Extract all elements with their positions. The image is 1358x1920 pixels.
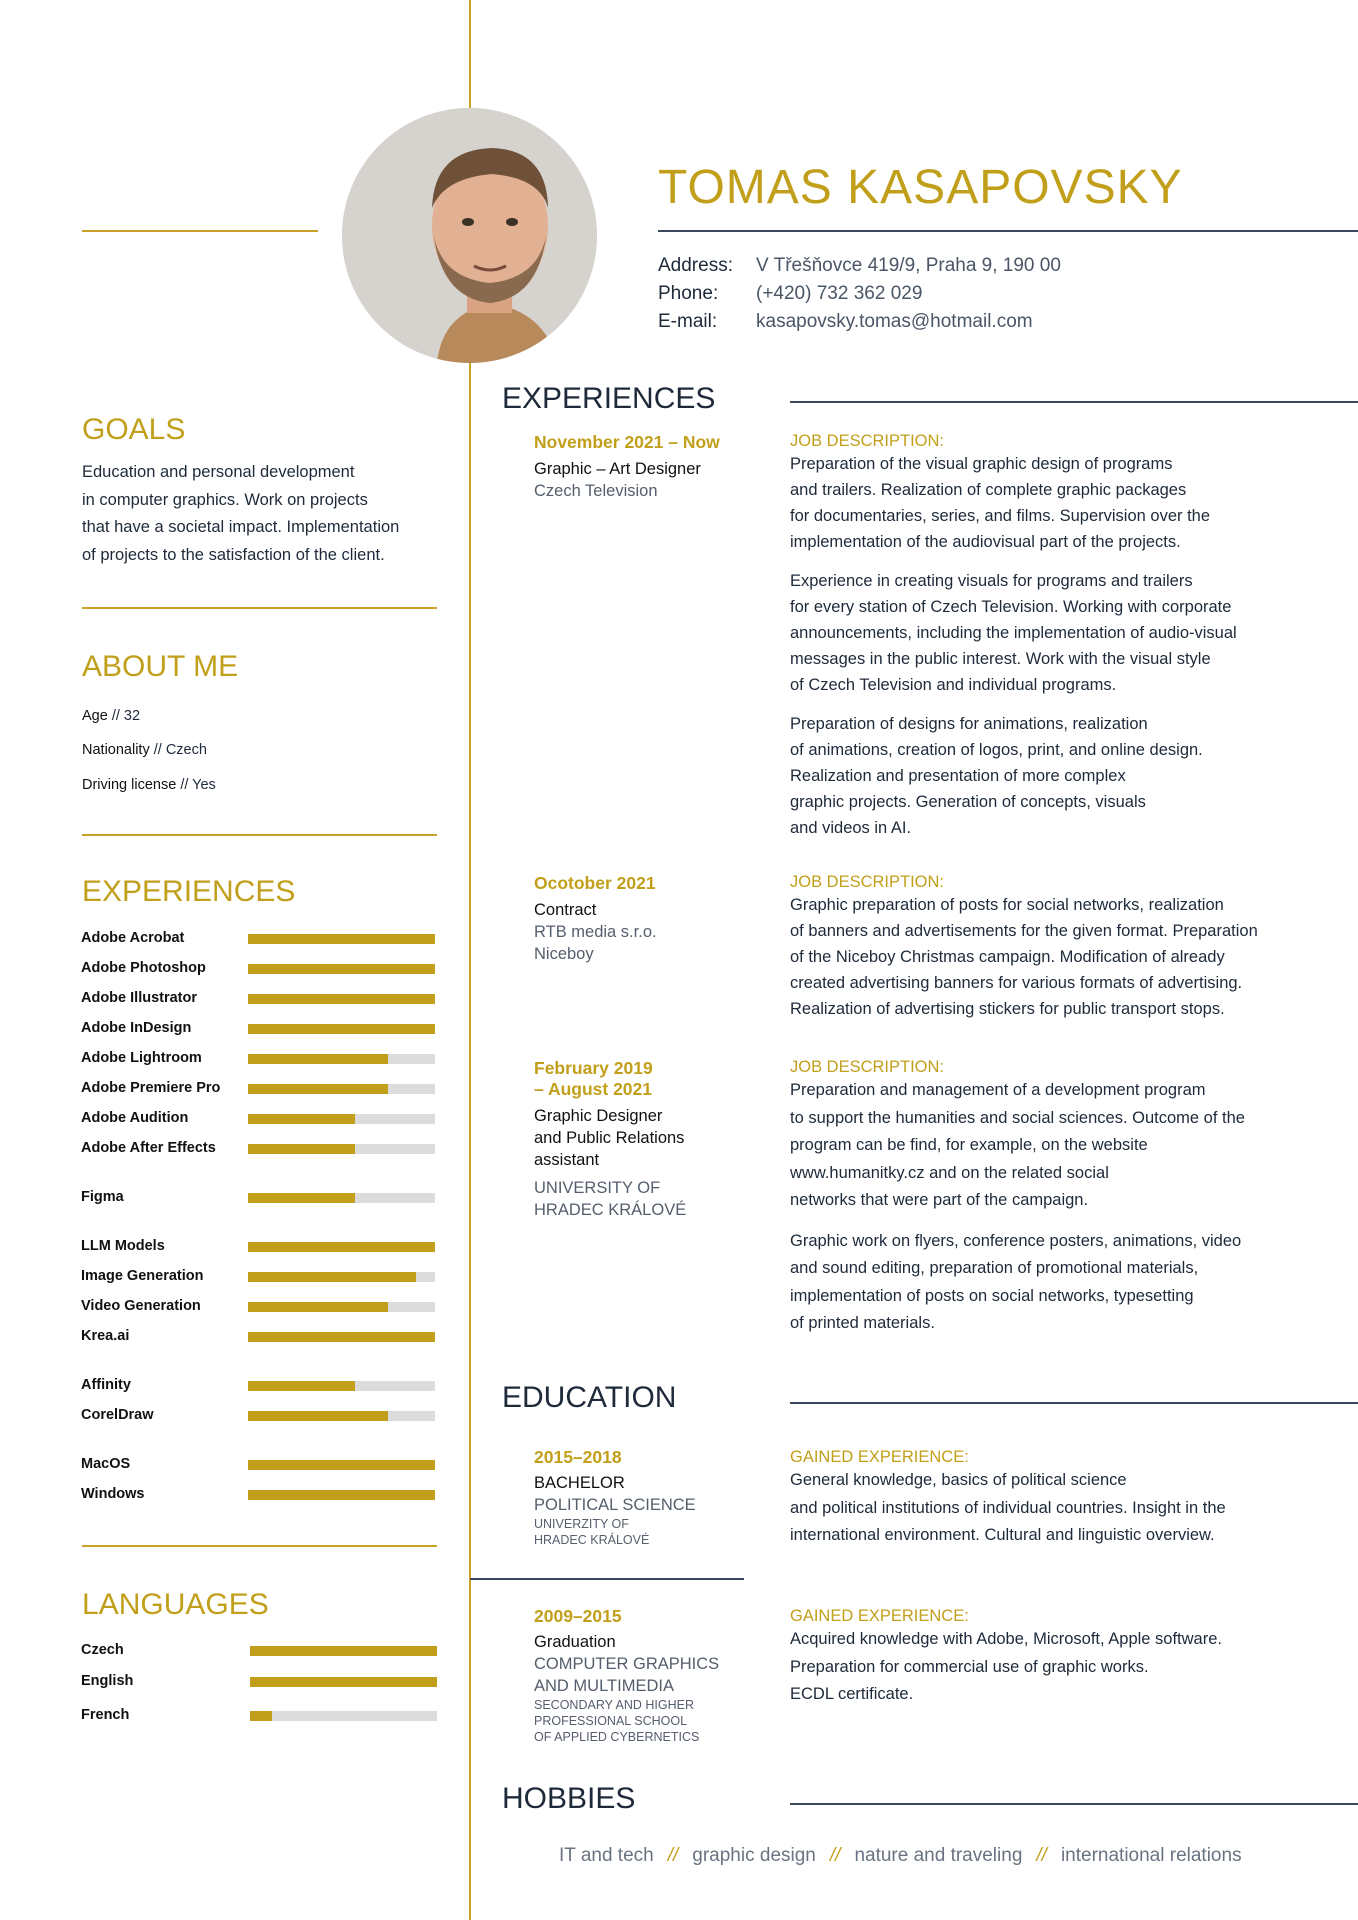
education-2-description xyxy=(790,1607,1340,1709)
job-1-description xyxy=(790,432,1330,841)
section-rule xyxy=(790,1402,1358,1404)
text-line: announcements, including the implementation of audio-visual xyxy=(790,624,1237,642)
header-left-rule xyxy=(82,230,318,232)
text-line: for every station of Czech Television. Working with corporate xyxy=(790,598,1232,616)
education-divider xyxy=(470,1578,744,1580)
text-line: Preparation and management of a development program xyxy=(790,1081,1206,1099)
skill-level-bar xyxy=(248,1411,435,1421)
education-school: SECONDARY AND HIGHER xyxy=(534,1698,694,1712)
candidate-name: TOMAS KASAPOVSKY xyxy=(658,161,1183,214)
text-line: Graphic preparation of posts for social networks, realization xyxy=(790,896,1224,914)
text-line: of printed materials. xyxy=(790,1314,935,1332)
goals-line: of projects to the satisfaction of the client. xyxy=(82,545,385,564)
skill-level-fill xyxy=(248,1302,388,1312)
languages-title: LANGUAGES xyxy=(82,1588,269,1621)
about-title: ABOUT ME xyxy=(82,650,239,683)
job-description-label: JOB DESCRIPTION: xyxy=(790,432,945,450)
contact-block xyxy=(658,252,1061,336)
job-3-meta xyxy=(534,1058,686,1221)
job-3-description xyxy=(790,1058,1340,1338)
hobbies-title: HOBBIES xyxy=(502,1782,636,1815)
skill-label: Adobe Lightroom xyxy=(81,1050,202,1066)
skill-label: Adobe Illustrator xyxy=(81,990,198,1006)
skill-level-bar xyxy=(248,1381,435,1391)
text-line: to support the humanities and social sciences. Outcome of the xyxy=(790,1108,1245,1127)
skill-level-fill xyxy=(248,1381,355,1391)
education-school: UNIVERZITY OF xyxy=(534,1517,629,1531)
skill-level-bar xyxy=(248,1054,435,1064)
education-date: 2015–2018 xyxy=(534,1447,622,1467)
about-value: // 32 xyxy=(111,708,141,724)
text-line: and trailers. Realization of complete graphic packages xyxy=(790,481,1187,499)
language-level-bar xyxy=(250,1711,437,1721)
goals-line: Education and personal development xyxy=(82,463,355,481)
text-line: Realization and presentation of more complex xyxy=(790,767,1126,785)
job-org: Niceboy xyxy=(534,945,594,963)
skill-level-fill xyxy=(248,1242,435,1252)
job-role: and Public Relations xyxy=(534,1129,685,1147)
about-label: Driving license xyxy=(82,777,177,793)
contact-address xyxy=(658,252,1061,280)
portrait-image xyxy=(342,108,597,363)
education-degree: BACHELOR xyxy=(534,1474,625,1492)
job-paragraph xyxy=(790,1077,1340,1215)
skill-label: Figma xyxy=(81,1189,124,1205)
education-date: 2009–2015 xyxy=(534,1606,622,1626)
skill-label: Adobe Audition xyxy=(81,1110,189,1126)
job-date: February 2019 xyxy=(534,1058,653,1078)
skill-level-bar xyxy=(248,1272,435,1282)
about-value: // Czech xyxy=(153,742,207,758)
text-line: Realization of advertising stickers for public transport stops. xyxy=(790,1000,1225,1018)
skill-label: LLM Models xyxy=(81,1238,165,1254)
skill-level-fill xyxy=(248,1193,355,1203)
job-role: Graphic – Art Designer xyxy=(534,460,701,478)
hobby-item: international relations xyxy=(1060,1845,1242,1866)
skill-level-fill xyxy=(248,1411,388,1421)
skill-level-bar xyxy=(248,1242,435,1252)
skill-label: Adobe Premiere Pro xyxy=(81,1080,221,1096)
gained-experience-label: GAINED EXPERIENCE: xyxy=(790,1448,969,1466)
education-field: COMPUTER GRAPHICS xyxy=(534,1655,720,1673)
education-school: OF APPLIED CYBERNETICS xyxy=(534,1730,700,1744)
text-line: Experience in creating visuals for programs and trailers xyxy=(790,572,1193,590)
skill-label: Affinity xyxy=(81,1377,131,1393)
education-1-description xyxy=(790,1448,1340,1550)
skill-label: Windows xyxy=(81,1486,145,1502)
contact-phone xyxy=(658,280,1061,308)
text-line: and videos in AI. xyxy=(790,819,912,837)
job-1-meta xyxy=(534,432,720,502)
skill-level-fill xyxy=(248,1460,435,1470)
language-level-bar xyxy=(250,1677,437,1687)
text-line: for documentaries, series, and films. Supervision over the xyxy=(790,507,1211,525)
text-line: General knowledge, basics of political science xyxy=(790,1471,1127,1489)
hobby-item: graphic design xyxy=(692,1845,816,1866)
section-rule xyxy=(82,607,437,609)
skill-level-bar xyxy=(248,1024,435,1034)
job-description-label: JOB DESCRIPTION: xyxy=(790,1058,945,1076)
job-role: Contract xyxy=(534,901,597,919)
education-field: POLITICAL SCIENCE xyxy=(534,1496,696,1514)
skill-level-bar xyxy=(248,934,435,944)
job-date: – August 2021 xyxy=(534,1079,653,1099)
skill-label: MacOS xyxy=(81,1456,131,1472)
header-right-rule xyxy=(658,230,1358,232)
job-2-description xyxy=(790,873,1350,1022)
text-line: Preparation of designs for animations, realization xyxy=(790,715,1148,733)
job-paragraph xyxy=(790,1228,1340,1338)
skill-level-fill xyxy=(248,1114,355,1124)
skill-level-bar xyxy=(248,1114,435,1124)
section-rule xyxy=(82,834,437,836)
job-paragraph xyxy=(790,892,1350,1022)
skill-level-fill xyxy=(248,1332,435,1342)
job-org: HRADEC KRÁLOVÉ xyxy=(534,1201,687,1219)
language-level-fill xyxy=(250,1711,272,1721)
education-degree: Graduation xyxy=(534,1633,616,1651)
about-nationality xyxy=(82,742,207,758)
education-field: AND MULTIMEDIA xyxy=(534,1677,674,1695)
language-level-fill xyxy=(250,1677,437,1687)
avatar xyxy=(342,108,597,363)
skill-level-fill xyxy=(248,994,435,1004)
job-description-label: JOB DESCRIPTION: xyxy=(790,873,945,891)
section-rule xyxy=(82,1545,437,1547)
text-line: networks that were part of the campaign. xyxy=(790,1191,1089,1209)
section-rule xyxy=(790,1803,1358,1805)
skill-label: Image Generation xyxy=(81,1268,204,1284)
job-role: assistant xyxy=(534,1151,600,1169)
contact-label: Address: xyxy=(658,255,733,276)
skill-level-bar xyxy=(248,1084,435,1094)
goals-line: in computer graphics. Work on projects xyxy=(82,490,368,509)
language-label: French xyxy=(81,1707,130,1723)
experiences-title: EXPERIENCES xyxy=(502,382,716,415)
section-rule xyxy=(790,401,1358,403)
language-label: Czech xyxy=(81,1642,124,1658)
text-line: implementation of posts on social networks, typesetting xyxy=(790,1286,1194,1305)
text-line: and political institutions of individual countries. Insight in the xyxy=(790,1498,1226,1517)
goals-line: that have a societal impact. Implementation xyxy=(82,518,400,536)
hobby-separator: // xyxy=(667,1845,679,1866)
skill-label: CorelDraw xyxy=(81,1407,154,1423)
contact-value: V Třešňovce 419/9, Praha 9, 190 00 xyxy=(756,255,1061,276)
text-line: www.humanitky.cz and on the related social xyxy=(790,1163,1109,1182)
skill-level-bar xyxy=(248,1460,435,1470)
job-org: Czech Television xyxy=(534,482,658,500)
contact-label: E-mail: xyxy=(658,311,718,332)
skill-level-bar xyxy=(248,1193,435,1203)
hobby-item: IT and tech xyxy=(559,1845,654,1866)
text-line: and sound editing, preparation of promotional materials, xyxy=(790,1259,1199,1277)
text-line: Preparation for commercial use of graphic works. xyxy=(790,1657,1149,1676)
job-paragraph xyxy=(790,711,1330,841)
language-label: English xyxy=(81,1673,134,1689)
education-1-meta xyxy=(534,1447,696,1548)
skill-label: Adobe After Effects xyxy=(81,1140,216,1156)
job-paragraph xyxy=(790,568,1330,698)
skill-level-fill xyxy=(248,1272,416,1282)
text-line: of animations, creation of logos, print, and online design. xyxy=(790,741,1203,759)
hobbies-list xyxy=(559,1845,1242,1867)
skill-level-fill xyxy=(248,934,435,944)
about-value: // Yes xyxy=(180,777,216,793)
text-line: created advertising banners for various formats of advertising. xyxy=(790,974,1243,992)
skill-level-fill xyxy=(248,1084,388,1094)
hobby-item: nature and traveling xyxy=(854,1845,1023,1866)
goals-text xyxy=(82,459,442,569)
skill-level-fill xyxy=(248,1054,388,1064)
text-line: international environment. Cultural and linguistic overview. xyxy=(790,1526,1215,1544)
skill-level-bar xyxy=(248,994,435,1004)
skill-level-bar xyxy=(248,964,435,974)
gained-experience-label: GAINED EXPERIENCE: xyxy=(790,1607,969,1625)
education-school: PROFESSIONAL SCHOOL xyxy=(534,1714,688,1728)
text-line: Acquired knowledge with Adobe, Microsoft, Apple software. xyxy=(790,1630,1222,1648)
education-paragraph xyxy=(790,1626,1340,1709)
skill-level-bar xyxy=(248,1144,435,1154)
skill-level-bar xyxy=(248,1490,435,1500)
job-org: UNIVERSITY OF xyxy=(534,1179,661,1197)
skill-label: Adobe Acrobat xyxy=(81,930,185,946)
language-level-fill xyxy=(250,1646,437,1656)
education-title: EDUCATION xyxy=(502,1381,677,1414)
skill-label: Adobe InDesign xyxy=(81,1020,192,1036)
text-line: Graphic work on flyers, conference posters, animations, video xyxy=(790,1231,1242,1250)
skill-level-fill xyxy=(248,1490,435,1500)
about-license xyxy=(82,777,216,793)
text-line: Preparation of the visual graphic design of programs xyxy=(790,455,1173,473)
education-paragraph xyxy=(790,1467,1340,1550)
text-line: of Czech Television and individual programs. xyxy=(790,676,1117,694)
text-line: of banners and advertisements for the given format. Preparation xyxy=(790,922,1258,940)
job-2-meta xyxy=(534,873,657,965)
job-role: Graphic Designer xyxy=(534,1107,663,1125)
about-label: Nationality xyxy=(82,742,150,758)
education-2-meta xyxy=(534,1606,719,1745)
contact-email xyxy=(658,308,1061,336)
text-line: implementation of the audiovisual part of the projects. xyxy=(790,533,1181,551)
goals-title: GOALS xyxy=(82,413,186,446)
hobby-separator: // xyxy=(1036,1845,1047,1866)
skill-label: Video Generation xyxy=(81,1298,201,1314)
education-school: HRADEC KRÁLOVÉ xyxy=(534,1533,650,1547)
text-line: ECDL certificate. xyxy=(790,1685,914,1703)
about-age xyxy=(82,708,140,724)
text-line: graphic projects. Generation of concepts, visuals xyxy=(790,793,1146,811)
hobby-separator: // xyxy=(829,1845,841,1866)
text-line: of the Niceboy Christmas campaign. Modification of already xyxy=(790,948,1225,966)
skill-level-bar xyxy=(248,1332,435,1342)
text-line: program can be find, for example, on the website xyxy=(790,1136,1148,1154)
contact-value: (+420) 732 362 029 xyxy=(756,283,923,304)
skill-level-fill xyxy=(248,1024,435,1034)
job-date: Ocotober 2021 xyxy=(534,873,656,893)
language-level-bar xyxy=(250,1646,437,1656)
text-line: messages in the public interest. Work with the visual style xyxy=(790,650,1211,668)
skill-level-fill xyxy=(248,1144,355,1154)
job-org: RTB media s.r.o. xyxy=(534,923,657,941)
skill-label: Krea.ai xyxy=(81,1328,130,1344)
skill-label: Adobe Photoshop xyxy=(81,960,206,976)
contact-label: Phone: xyxy=(658,283,719,304)
job-paragraph xyxy=(790,451,1330,555)
skill-level-bar xyxy=(248,1302,435,1312)
about-label: Age xyxy=(82,708,108,724)
skills-title: EXPERIENCES xyxy=(82,875,296,908)
skill-level-fill xyxy=(248,964,435,974)
job-date: November 2021 – Now xyxy=(534,432,720,452)
contact-value: kasapovsky.tomas@hotmail.com xyxy=(756,311,1033,332)
